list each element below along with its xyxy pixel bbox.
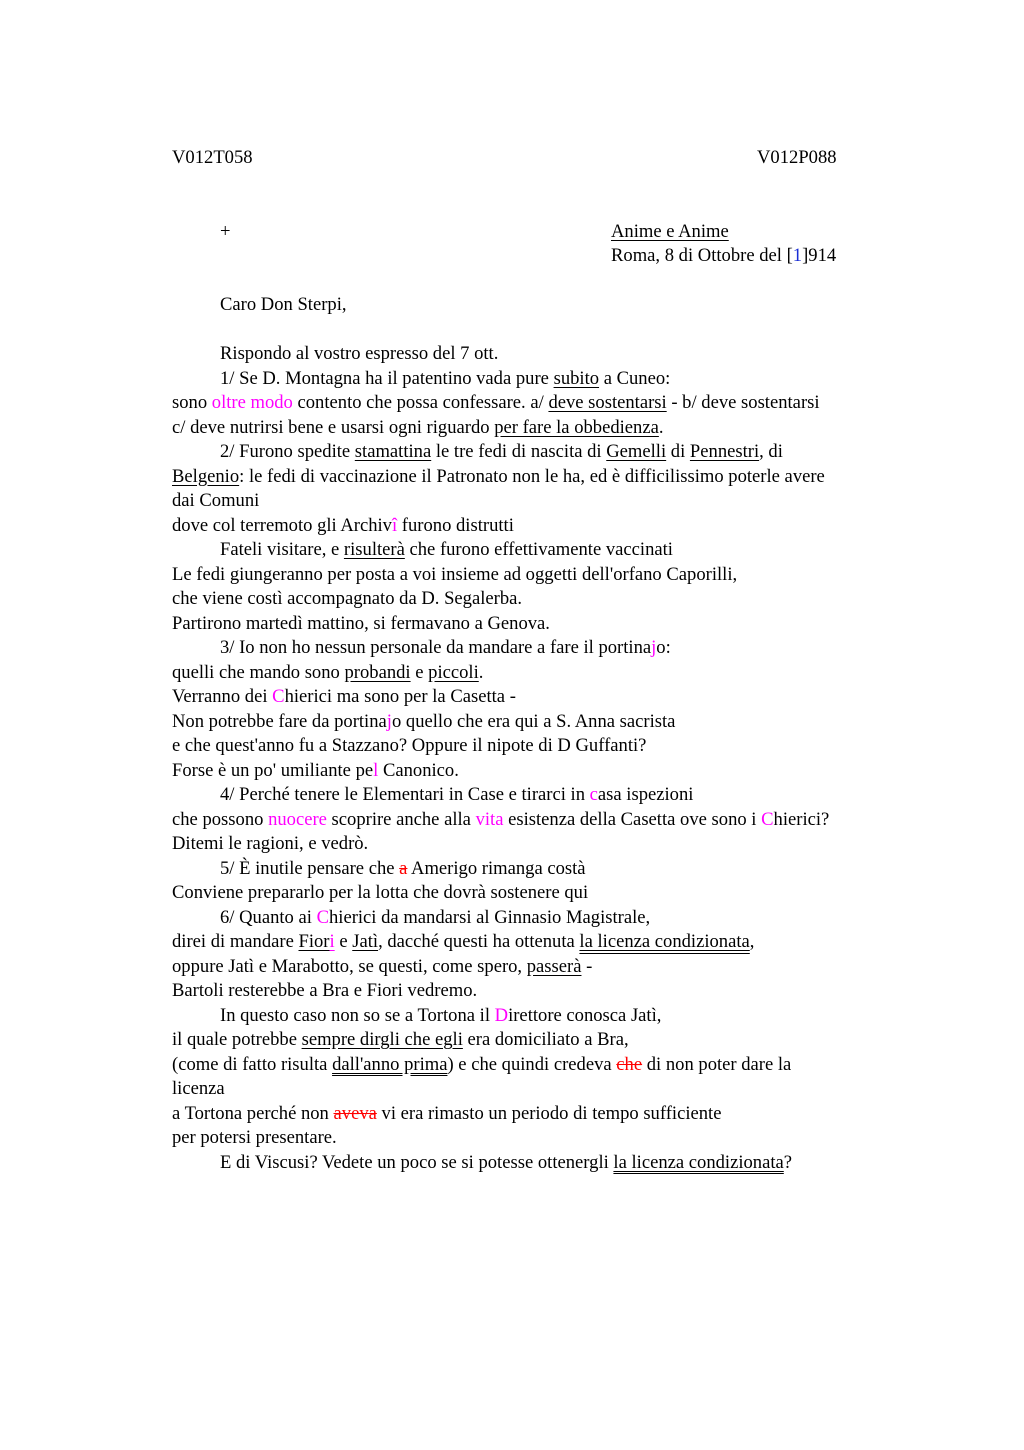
line-text: 2/ Furono spedite bbox=[220, 441, 355, 462]
line-text: o: bbox=[656, 637, 671, 658]
letter-line bbox=[172, 710, 932, 735]
letter-line bbox=[172, 440, 932, 465]
letter-line bbox=[172, 1053, 932, 1078]
inserted-underlined-text: i bbox=[329, 931, 335, 952]
line-text: furono distrutti bbox=[397, 514, 514, 536]
salutation: Caro Don Sterpi, bbox=[220, 294, 347, 315]
inserted-text: j bbox=[386, 710, 392, 732]
underlined-text: piccoli bbox=[428, 661, 479, 683]
letter-body bbox=[172, 342, 932, 1175]
underlined-text: deve sostentarsi bbox=[548, 392, 667, 413]
letter-line bbox=[172, 465, 932, 490]
underlined-text: risulterà bbox=[343, 539, 405, 560]
letter-line bbox=[172, 930, 932, 955]
line-text: . bbox=[658, 416, 664, 438]
line-text: , di bbox=[759, 441, 783, 462]
underlined-text: Belgenio bbox=[172, 465, 240, 487]
left-archive-code: V012T058 bbox=[172, 147, 253, 168]
double-underlined-text: dall'anno prima bbox=[332, 1053, 448, 1075]
line-text: hierici ma sono per la Casetta - bbox=[284, 686, 516, 707]
line-text: vi era rimasto un periodo di tempo sufficiente bbox=[376, 1102, 722, 1124]
line-text: (come di fatto risulta bbox=[172, 1053, 333, 1075]
letter-line bbox=[172, 832, 932, 857]
line-text: esistenza della Casetta ove sono i bbox=[503, 808, 762, 830]
letter-line bbox=[172, 783, 932, 808]
line-text: scoprire anche alla bbox=[326, 808, 476, 830]
line-text: di non poter dare la bbox=[642, 1053, 792, 1075]
line-text: e che quest'anno fu a Stazzano? Oppure il nipote di D Guffanti? bbox=[172, 735, 647, 756]
line-text: hierici da mandarsi al Ginnasio Magistrale, bbox=[328, 906, 651, 928]
letter-line bbox=[172, 489, 932, 514]
letter-line bbox=[172, 416, 932, 441]
double-underlined-text: la licenza condizionata bbox=[613, 1151, 784, 1173]
line-text: Non potrebbe fare da portina bbox=[172, 710, 387, 732]
letter-line bbox=[172, 1151, 932, 1176]
letter-line bbox=[172, 636, 932, 661]
line-text: che viene costì accompagnato da D. Segalerba. bbox=[172, 588, 523, 609]
line-text: Conviene prepararlo per la lotta che dovrà sostenere qui bbox=[172, 882, 589, 903]
date-editorial-digit: 1 bbox=[792, 245, 803, 266]
letter-line bbox=[172, 857, 932, 882]
inserted-text: vita bbox=[475, 808, 504, 830]
line-text: dai Comuni bbox=[172, 490, 260, 511]
line-text: hierici? bbox=[773, 808, 830, 830]
letter-line bbox=[172, 612, 932, 637]
line-text: Fateli visitare, e bbox=[220, 539, 344, 560]
line-text: Canonico. bbox=[378, 759, 459, 781]
line-text: di bbox=[666, 441, 690, 462]
line-text: direi di mandare bbox=[172, 931, 299, 952]
line-text: licenza bbox=[172, 1078, 225, 1099]
letter-line bbox=[172, 514, 932, 539]
underlined-text: Jatì bbox=[352, 931, 379, 952]
letter-date bbox=[611, 244, 836, 268]
line-text: Rispondo al vostro espresso del 7 ott. bbox=[220, 343, 499, 364]
line-text: asa ispezioni bbox=[597, 784, 694, 805]
line-text: che possono bbox=[172, 808, 269, 830]
inserted-text: nuocere bbox=[268, 808, 327, 830]
letter-line bbox=[172, 685, 932, 710]
double-underlined-text: la licenza condizionata bbox=[579, 931, 750, 952]
deleted-text: che bbox=[616, 1053, 643, 1075]
line-text: c/ deve nutrirsi bene e usarsi ogni riguardo bbox=[172, 416, 495, 438]
letter-line bbox=[172, 1102, 932, 1127]
letter-line bbox=[172, 1077, 932, 1102]
cross-mark: + bbox=[220, 221, 231, 242]
inserted-text: î bbox=[391, 514, 398, 536]
letter-line bbox=[172, 759, 932, 784]
line-text: sono bbox=[172, 392, 212, 413]
line-text: Ditemi le ragioni, e vedrò. bbox=[172, 833, 369, 854]
line-text: a Tortona perché non bbox=[172, 1102, 334, 1124]
underlined-text: Gemelli bbox=[606, 441, 667, 462]
line-text: : le fedi di vaccinazione il Patronato non le ha, ed è difficilissimo poterle avere bbox=[239, 465, 825, 487]
letter-line bbox=[172, 1028, 932, 1053]
letter-line bbox=[172, 1126, 932, 1151]
underlined-text: sempre dirgli che egli bbox=[301, 1029, 463, 1050]
underlined-text: subito bbox=[553, 367, 600, 389]
letter-line bbox=[172, 906, 932, 931]
underlined-text: probandi bbox=[344, 661, 411, 683]
letter-line bbox=[172, 661, 932, 686]
underlined-text: per fare la obbedienza bbox=[494, 416, 659, 438]
date-suffix: ]914 bbox=[802, 245, 837, 266]
letter-line bbox=[172, 587, 932, 612]
line-text: , dacché questi ha ottenuta bbox=[378, 931, 580, 952]
line-text: e bbox=[410, 661, 429, 683]
line-text: ? bbox=[783, 1151, 793, 1173]
line-text: Bartoli resterebbe a Bra e Fiori vedremo. bbox=[172, 980, 478, 1001]
line-text: dove col terremoto gli Archiv bbox=[172, 514, 392, 536]
letter-line bbox=[172, 538, 932, 563]
line-text: irettore conosca Jatì, bbox=[508, 1004, 662, 1026]
letter-line bbox=[172, 734, 932, 759]
letter-line bbox=[172, 342, 932, 367]
inserted-text: j bbox=[651, 637, 657, 658]
line-text: oppure Jatì e Marabotto, se questi, come spero, bbox=[172, 955, 527, 977]
line-text: In questo caso non so se a Tortona il bbox=[220, 1004, 495, 1026]
letter-line bbox=[172, 808, 932, 833]
inserted-text: C bbox=[761, 808, 774, 830]
line-text: 1/ Se D. Montagna ha il patentino vada pure bbox=[220, 367, 554, 389]
line-text: a Cuneo: bbox=[599, 367, 671, 389]
line-text: 5/ È inutile pensare che bbox=[220, 857, 400, 879]
line-text: , bbox=[749, 931, 755, 952]
deleted-text: aveva bbox=[333, 1102, 377, 1124]
inserted-text: c bbox=[589, 784, 598, 805]
line-text: quelli che mando sono bbox=[172, 661, 345, 683]
line-text: - b/ deve sostentarsi bbox=[666, 392, 820, 413]
letter-line bbox=[172, 881, 932, 906]
inserted-text: oltre modo bbox=[211, 392, 293, 413]
date-prefix: Roma, 8 di Ottobre del [ bbox=[611, 245, 793, 266]
letter-line bbox=[172, 979, 932, 1004]
inserted-text: l bbox=[373, 759, 379, 781]
underlined-text: Fior bbox=[298, 931, 330, 952]
inserted-text: C bbox=[272, 686, 285, 707]
letter-heading-title: Anime e Anime bbox=[611, 221, 729, 242]
line-text: 3/ Io non ho nessun personale da mandare a fare il portina bbox=[220, 637, 652, 658]
line-text: o quello che era qui a S. Anna sacrista bbox=[391, 710, 676, 732]
line-text: e bbox=[334, 931, 353, 952]
letter-line bbox=[172, 955, 932, 980]
line-text: - bbox=[581, 955, 593, 977]
underlined-text: Pennestri bbox=[689, 441, 760, 462]
line-text: Verranno dei bbox=[172, 686, 273, 707]
deleted-text: a bbox=[399, 857, 408, 879]
inserted-text: D bbox=[494, 1004, 509, 1026]
line-text: per potersi presentare. bbox=[172, 1127, 337, 1148]
inserted-text: C bbox=[316, 906, 329, 928]
line-text: 4/ Perché tenere le Elementari in Case e tirarci in bbox=[220, 784, 590, 805]
line-text: contento che possa confessare. a/ bbox=[292, 392, 549, 413]
right-archive-code: V012P088 bbox=[757, 147, 837, 168]
line-text: era domiciliato a Bra, bbox=[462, 1029, 629, 1050]
line-text: ) e che quindi credeva bbox=[447, 1053, 617, 1075]
line-text: 6/ Quanto ai bbox=[220, 906, 317, 928]
line-text: E di Viscusi? Vedete un poco se si potesse ottenergli bbox=[220, 1151, 614, 1173]
line-text: il quale potrebbe bbox=[172, 1029, 302, 1050]
letter-line bbox=[172, 367, 932, 392]
line-text: che furono effettivamente vaccinati bbox=[404, 539, 673, 560]
line-text: . bbox=[478, 661, 484, 683]
underlined-text: passerà bbox=[526, 955, 582, 977]
letter-line bbox=[172, 563, 932, 588]
line-text: le tre fedi di nascita di bbox=[431, 441, 607, 462]
letter-line bbox=[172, 1004, 932, 1029]
letter-line bbox=[172, 391, 932, 416]
line-text: Partirono martedì mattino, si fermavano a Genova. bbox=[172, 612, 550, 634]
underlined-text: stamattina bbox=[354, 441, 432, 462]
line-text: Le fedi giungeranno per posta a voi insieme ad oggetti dell'orfano Caporilli, bbox=[172, 563, 738, 585]
line-text: Forse è un po' umiliante pe bbox=[172, 759, 374, 781]
line-text: Amerigo rimanga costà bbox=[407, 857, 586, 879]
